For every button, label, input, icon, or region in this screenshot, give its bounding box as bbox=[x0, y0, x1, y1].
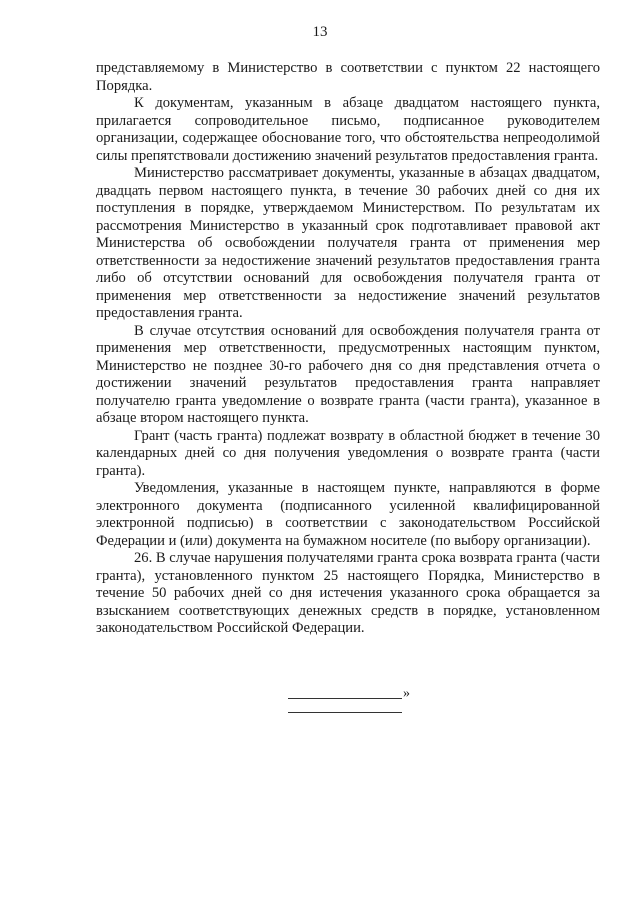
end-rule-top bbox=[288, 698, 402, 699]
paragraph-notifications: Уведомления, указанные в настоящем пункте, направляются в форме электронного документа (подписанного усиленной квалифицированной электронной подписью) в соответствии с законодательством Российской Федерации и (или) документа на бумажном носителе (по выбору организации). bbox=[96, 480, 600, 549]
page-number: 13 bbox=[312, 24, 328, 40]
closing-quote: » bbox=[403, 686, 410, 701]
end-mark bbox=[288, 686, 418, 706]
paragraph-item-26: 26. В случае нарушения получателями гранта срока возврата гранта (части гранта), установленного пунктом 25 настоящего Порядка, Министерство в течение 50 рабочих дней со дня истечения указанного срока обращается за взысканием соответствующих денежных средств в порядке, установленном законодательством Российской Федерации. bbox=[96, 550, 600, 636]
document-body bbox=[96, 60, 600, 638]
paragraph-continuation: представляемому в Министерство в соответствии с пунктом 22 настоящего Порядка. bbox=[96, 60, 600, 94]
end-rule-bottom bbox=[288, 712, 402, 713]
paragraph-no-grounds: В случае отсутствия оснований для освобождения получателя гранта от применения мер ответственности, предусмотренных настоящим пунктом, Министерство не позднее 30-го рабочего дня со дня представления отчета о достижении значений результатов предоставления гранта направляет получателю гранта уведомление о возврате гранта (части гранта), указанное в абзаце втором настоящего пункта. bbox=[96, 322, 600, 426]
paragraph-grant-return: Грант (часть гранта) подлежат возврату в областной бюджет в течение 30 календарных дней со дня получения уведомления о возврате гранта (части гранта). bbox=[96, 427, 600, 479]
paragraph-supporting-letter: К документам, указанным в абзаце двадцатом настоящего пункта, прилагается сопроводительное письмо, подписанное руководителем организации, содержащее обоснование того, что обстоятельства непреодолимой силы препятствовали достижению значений результатов предоставления гранта. bbox=[96, 95, 600, 164]
paragraph-ministry-review: Министерство рассматривает документы, указанные в абзацах двадцатом, двадцать первом настоящего пункта, в течение 30 рабочих дней со дня их поступления в порядке, утверждаемом Министерством. По результатам их рассмотрения Министерство в указанный срок подготавливает правовой акт Министерства об освобождении получателя гранта от применения мер ответственности за недостижение значений результатов предоставления гранта либо об отсутствии оснований для освобождения получателя гранта от применения мер ответственности за недостижение значений результатов предоставления гранта. bbox=[96, 165, 600, 321]
